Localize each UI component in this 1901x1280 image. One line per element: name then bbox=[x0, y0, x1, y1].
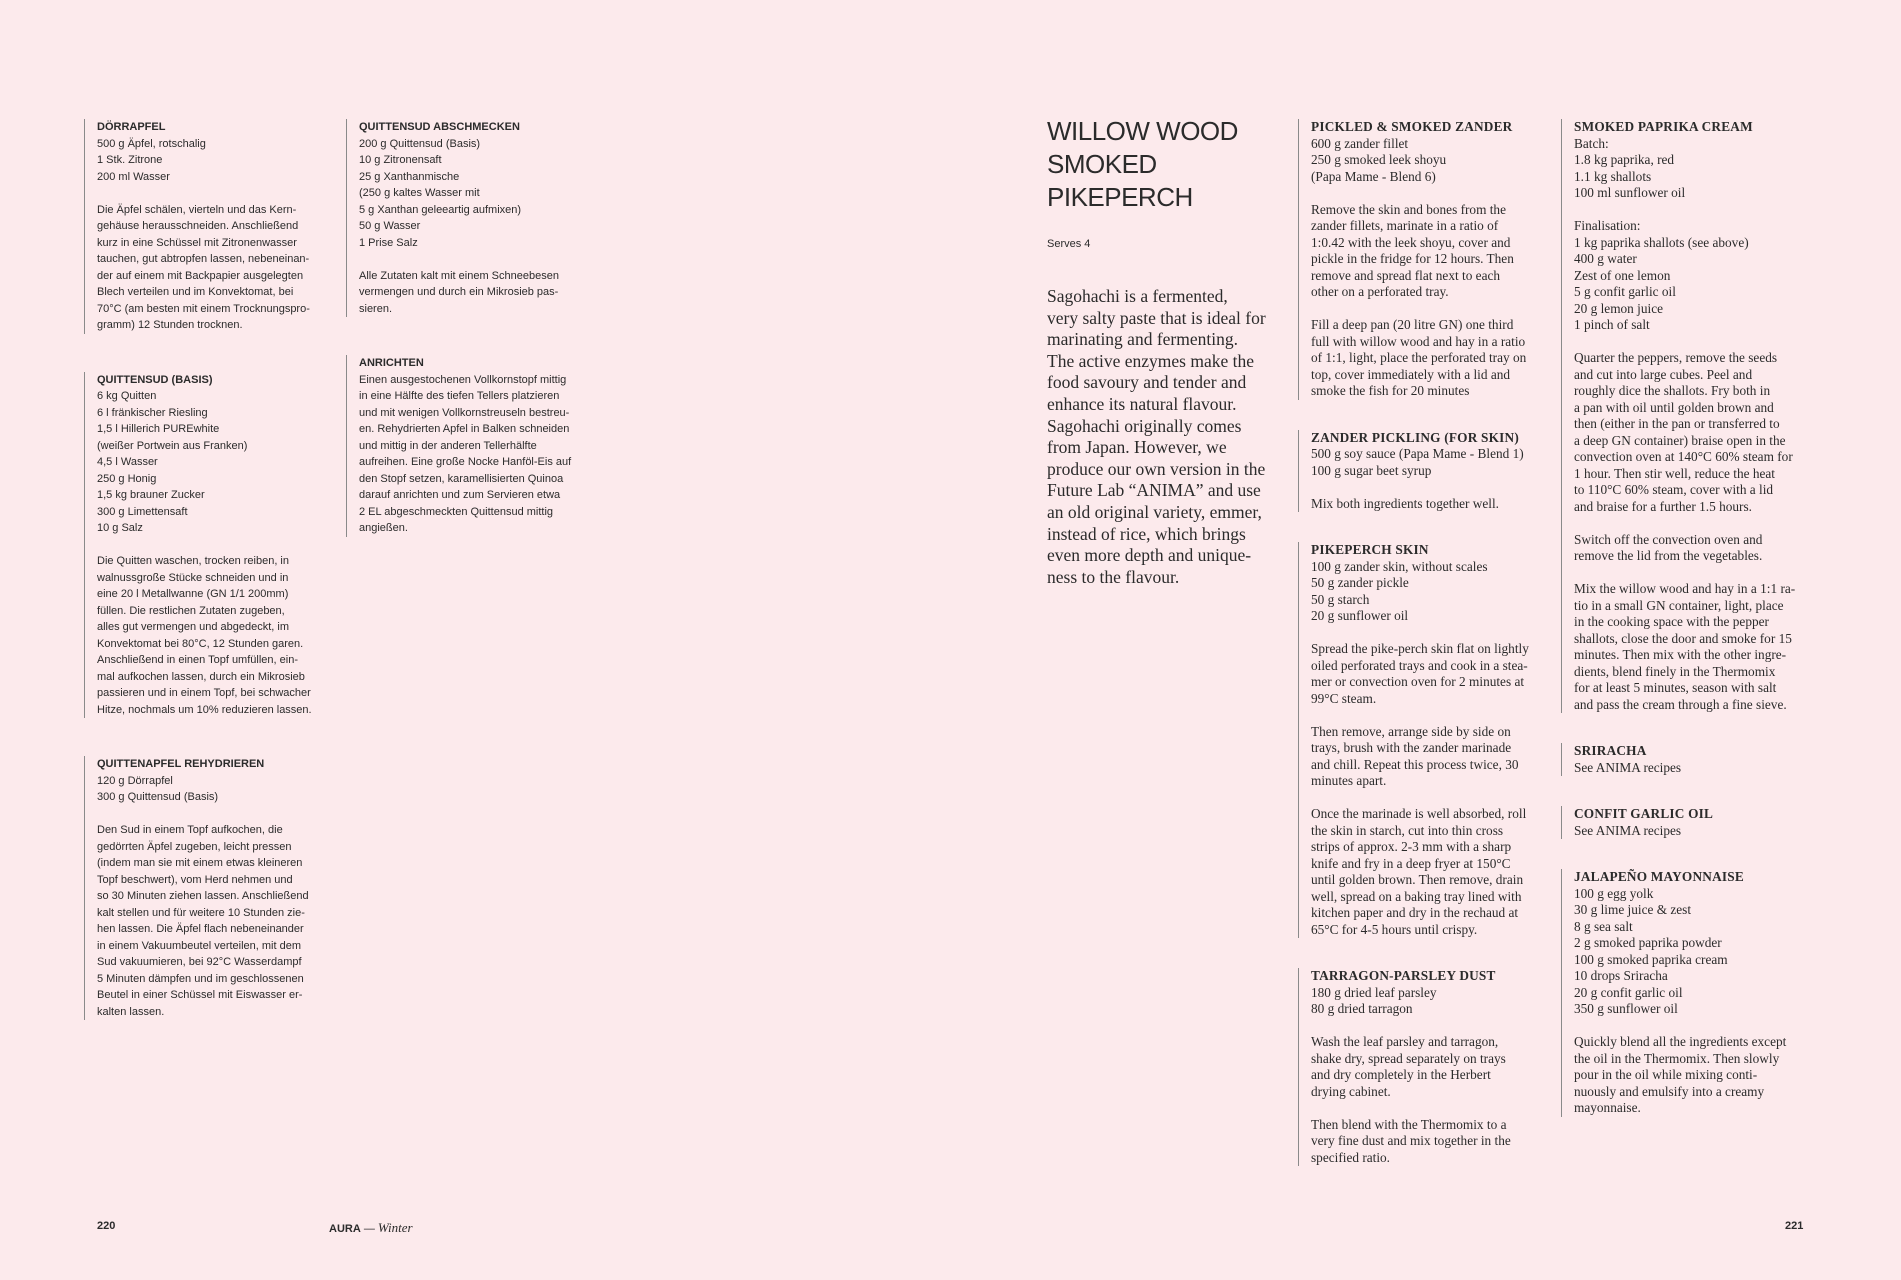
ingredient-line: 1.8 kg paprika, red bbox=[1574, 152, 1675, 167]
method-line: tauchen, gut abtropfen lassen, nebeneinan- bbox=[97, 253, 310, 265]
recipe-block-pickled-smoked-zander bbox=[1298, 119, 1548, 400]
method-line: kitchen paper and dry in the rechaud at bbox=[1311, 905, 1519, 920]
method-line: so 30 Minuten ziehen lassen. Anschließend bbox=[97, 890, 309, 902]
recipe-heading: ANRICHTEN bbox=[359, 357, 424, 369]
method-line: Den Sud in einem Topf aufkochen, die bbox=[97, 824, 283, 836]
recipe-heading: QUITTENSUD ABSCHMECKEN bbox=[359, 121, 520, 133]
method-line: roughly dice the shallots. Fry both in bbox=[1574, 383, 1771, 398]
recipe-heading: QUITTENSUD (BASIS) bbox=[97, 373, 213, 386]
method-line: (indem man sie mit einem etwas kleineren bbox=[97, 857, 303, 869]
method-line: Hitze, nochmals um 10% reduzieren lassen. bbox=[97, 703, 312, 716]
method-line: then (either in the pan or transferred to bbox=[1574, 416, 1780, 431]
page-number-right: 221 bbox=[1785, 1220, 1804, 1232]
method-line: Then remove, arrange side by side on bbox=[1311, 723, 1511, 739]
recipe-heading: CONFIT GARLIC OIL bbox=[1574, 806, 1714, 821]
recipe-block-tarragon-parsley-dust bbox=[1298, 968, 1548, 1166]
method-line: 1:0.42 with the leek shoyu, cover and bbox=[1311, 234, 1511, 250]
method-line: the oil in the Thermomix. Then slowly bbox=[1574, 1050, 1780, 1066]
method-line: gramm) 12 Stunden trocknen. bbox=[97, 319, 243, 331]
method-line: in the cooking space with the pepper bbox=[1574, 614, 1769, 629]
recipe-block-quittenapfel-rehydrieren bbox=[84, 756, 339, 1020]
method-line: kurz in eine Schüssel mit Zitronenwasser bbox=[97, 236, 297, 249]
footer-dash: — bbox=[363, 1223, 375, 1235]
method-line: and cut into large cubes. Peel and bbox=[1574, 366, 1753, 382]
ingredient-line: 100 g smoked paprika cream bbox=[1574, 951, 1728, 967]
method-line: in einem Vakuumbeutel verteilen, mit dem bbox=[97, 939, 302, 952]
ingredient-line: 50 g Wasser bbox=[359, 220, 421, 232]
ingredient-line: 1.1 kg shallots bbox=[1574, 168, 1652, 184]
paragraph-spacer bbox=[97, 185, 339, 202]
recipe-block-smoked-paprika-cream bbox=[1561, 119, 1811, 713]
method-line: kalten lassen. bbox=[97, 1005, 165, 1018]
method-line: shallots, close the door and smoke for 15 bbox=[1574, 630, 1792, 646]
method-line: trays, brush with the zander marinade bbox=[1311, 740, 1512, 755]
ingredient-line: 100 g sugar beet syrup bbox=[1311, 462, 1432, 478]
ingredient-line: 10 drops Sriracha bbox=[1574, 968, 1668, 983]
paragraph-spacer bbox=[1311, 790, 1548, 807]
ingredient-line: 2 EL abgeschmeckten Quittensud mittig bbox=[359, 505, 554, 518]
ingredient-line: 1 Prise Salz bbox=[359, 236, 418, 249]
left-column-2 bbox=[346, 119, 601, 575]
ingredient-line: angießen. bbox=[359, 522, 408, 534]
method-line: Alle Zutaten kalt mit einem Schneebesen bbox=[359, 269, 559, 282]
method-line: gehäuse herausschneiden. Anschließend bbox=[97, 220, 299, 232]
method-line: minutes. Then mix with the other ingre- bbox=[1574, 647, 1787, 662]
ingredient-line: 20 g sunflower oil bbox=[1311, 608, 1409, 623]
ingredient-line: 1,5 l Hillerich PUREwhite bbox=[97, 423, 220, 435]
intro-line: even more depth and unique- bbox=[1047, 545, 1252, 566]
method-line: for at least 5 minutes, season with salt bbox=[1574, 680, 1777, 695]
method-line: Anschließend in einen Topf umfüllen, ein- bbox=[97, 654, 298, 666]
method-line: vermengen und durch ein Mikrosieb pas- bbox=[359, 286, 559, 298]
ingredient-line: 2 g smoked paprika powder bbox=[1574, 935, 1722, 950]
method-line: Wash the leaf parsley and tarragon, bbox=[1311, 1034, 1499, 1049]
ingredient-line: 250 g smoked leek shoyu bbox=[1311, 152, 1447, 167]
method-line: specified ratio. bbox=[1311, 1149, 1391, 1165]
intro-paragraph bbox=[1047, 286, 1287, 588]
ingredient-line: 5 g Xanthan geleeartig aufmixen) bbox=[359, 203, 522, 216]
ingredient-line: und mittig in der anderen Tellerhälfte bbox=[359, 439, 537, 452]
ingredient-line: 100 g egg yolk bbox=[1574, 885, 1654, 901]
method-line: 1 kg paprika shallots (see above) bbox=[1574, 234, 1749, 250]
method-line: a pan with oil until golden brown and bbox=[1574, 399, 1774, 415]
ingredient-line: 10 g Salz bbox=[97, 522, 143, 534]
method-line: Quarter the peppers, remove the seeds bbox=[1574, 350, 1778, 365]
paragraph-spacer bbox=[1574, 1018, 1811, 1035]
method-line: Topf beschwert), vom Herd nehmen und bbox=[97, 873, 293, 886]
method-line: gedörrten Äpfel zugeben, leicht pressen bbox=[97, 840, 292, 853]
method-line: until golden brown. Then remove, drain bbox=[1311, 872, 1524, 887]
recipe-heading: TARRAGON-PARSLEY DUST bbox=[1311, 968, 1496, 983]
method-line: 5 g confit garlic oil bbox=[1574, 284, 1676, 299]
recipe-block-anrichten bbox=[346, 355, 601, 537]
intro-line: Sagohachi is a fermented, bbox=[1047, 286, 1228, 306]
ingredient-line: den Stopf setzen, karamellisierten Quinoa bbox=[359, 472, 564, 485]
ingredient-line: 500 g soy sauce (Papa Mame - Blend 1) bbox=[1311, 446, 1524, 461]
method-line: hen lassen. Die Äpfel flach nebeneinander bbox=[97, 923, 304, 935]
paragraph-spacer bbox=[97, 806, 339, 823]
intro-line: Future Lab “ANIMA” and use bbox=[1047, 480, 1261, 501]
method-line: oiled perforated trays and cook in a stea- bbox=[1311, 657, 1528, 673]
method-line: mal aufkochen lassen, durch ein Mikrosieb bbox=[97, 670, 305, 683]
method-line: shake dry, spread separately on trays bbox=[1311, 1050, 1506, 1066]
recipe-heading: QUITTENAPFEL REHYDRIEREN bbox=[97, 758, 265, 770]
method-line: füllen. Die restlichen Zutaten zugeben, bbox=[97, 604, 285, 617]
paragraph-spacer bbox=[1574, 515, 1811, 532]
recipe-heading: PIKEPERCH SKIN bbox=[1311, 542, 1429, 557]
method-line: to 110°C 60% steam, cover with a lid bbox=[1574, 482, 1774, 497]
method-line: and chill. Repeat this process twice, 30 bbox=[1311, 756, 1519, 772]
method-line: smoke the fish for 20 minutes bbox=[1311, 383, 1470, 398]
method-line: Then blend with the Thermomix to a bbox=[1311, 1116, 1507, 1132]
method-line: 1 pinch of salt bbox=[1574, 317, 1650, 332]
ingredient-line: (weißer Portwein aus Franken) bbox=[97, 439, 248, 452]
method-line: 20 g lemon juice bbox=[1574, 300, 1663, 316]
method-line: Konvektomat bei 80°C, 12 Stunden garen. bbox=[97, 637, 304, 650]
method-line: 5 Minuten dämpfen und im geschlossenen bbox=[97, 972, 304, 985]
method-line: very fine dust and mix together in the bbox=[1311, 1133, 1511, 1148]
method-line: kalt stellen und für weitere 10 Stunden zie- bbox=[97, 906, 305, 919]
recipe-block-pikeperch-skin bbox=[1298, 542, 1548, 938]
ingredient-line: Einen ausgestochenen Vollkornstopf mittig bbox=[359, 373, 567, 386]
intro-line: an old original variety, emmer, bbox=[1047, 501, 1262, 522]
intro-line: ness to the flavour. bbox=[1047, 566, 1180, 587]
paragraph-spacer bbox=[1311, 1100, 1548, 1117]
method-line: Fill a deep pan (20 litre GN) one third bbox=[1311, 317, 1514, 332]
method-line: minutes apart. bbox=[1311, 773, 1387, 788]
ingredient-line: Batch: bbox=[1574, 135, 1609, 151]
method-line: 400 g water bbox=[1574, 251, 1637, 266]
ingredient-line: 1,5 kg brauner Zucker bbox=[97, 489, 205, 501]
serves-label: Serves 4 bbox=[1047, 238, 1091, 250]
ingredient-line: 100 ml sunflower oil bbox=[1574, 185, 1686, 200]
recipe-block-zander-pickling-for-skin bbox=[1298, 430, 1548, 513]
method-line: Mix both ingredients together well. bbox=[1311, 495, 1499, 511]
method-line: the skin in starch, cut into thin cross bbox=[1311, 822, 1504, 838]
method-line: Spread the pike-perch skin flat on lightly bbox=[1311, 641, 1529, 656]
method-line: zander fillets, marinate in a ratio of bbox=[1311, 218, 1499, 233]
ingredient-line: 8 g sea salt bbox=[1574, 918, 1633, 934]
intro-line: produce our own version in the bbox=[1047, 458, 1266, 479]
ingredient-line: en. Rehydrierten Apfel in Balken schneiden bbox=[359, 423, 570, 435]
method-line: full with willow wood and hay in a ratio bbox=[1311, 333, 1526, 349]
article-header bbox=[1047, 115, 1287, 588]
title-line: PIKEPERCH bbox=[1047, 182, 1193, 212]
paragraph-spacer bbox=[1574, 334, 1811, 351]
recipe-heading: SMOKED PAPRIKA CREAM bbox=[1574, 119, 1753, 134]
method-line: remove the lid from the vegetables. bbox=[1574, 548, 1763, 563]
ingredient-line: 250 g Honig bbox=[97, 472, 157, 485]
method-line: passieren und in einem Topf, bei schwacher bbox=[97, 687, 311, 699]
method-line: Quickly blend all the ingredients except bbox=[1574, 1034, 1787, 1049]
intro-line: The active enzymes make the bbox=[1047, 350, 1254, 371]
ingredient-line: 300 g Quittensud (Basis) bbox=[97, 791, 219, 803]
intro-line: food savoury and tender and bbox=[1047, 372, 1247, 393]
method-line: 65°C for 4-5 hours until crispy. bbox=[1311, 921, 1478, 937]
method-line: Beutel in einer Schüssel mit Eiswasser er- bbox=[97, 989, 303, 1001]
page-number-left: 220 bbox=[97, 1220, 116, 1232]
method-line: walnussgroße Stücke schneiden und in bbox=[97, 571, 289, 584]
method-line: eine 20 l Metallwanne (GN 1/1 200mm) bbox=[97, 588, 289, 600]
paragraph-spacer bbox=[97, 537, 339, 554]
ingredient-line: und mit wenigen Vollkornstreuseln bestreu- bbox=[359, 406, 570, 419]
recipe-heading: SRIRACHA bbox=[1574, 743, 1647, 758]
left-column-1 bbox=[84, 119, 339, 1058]
ingredient-line: See ANIMA recipes bbox=[1574, 759, 1682, 775]
method-line: convection oven at 140°C 60% steam for bbox=[1574, 449, 1793, 464]
method-line: 1 hour. Then stir well, reduce the heat bbox=[1574, 465, 1775, 481]
recipe-block-quittensud-basis bbox=[84, 372, 339, 719]
ingredient-line: 80 g dried tarragon bbox=[1311, 1001, 1413, 1016]
footer-brand: AURA bbox=[329, 1223, 361, 1235]
ingredient-line: 180 g dried leaf parsley bbox=[1311, 984, 1437, 1000]
ingredient-line: 100 g zander skin, without scales bbox=[1311, 558, 1488, 574]
right-column-2 bbox=[1561, 119, 1811, 1147]
method-line: Zest of one lemon bbox=[1574, 267, 1671, 283]
ingredient-line: 200 g Quittensud (Basis) bbox=[359, 137, 481, 150]
ingredient-line: 120 g Dörrapfel bbox=[97, 774, 173, 787]
paragraph-spacer bbox=[1311, 625, 1548, 642]
recipe-heading: JALAPEÑO MAYONNAISE bbox=[1574, 869, 1744, 884]
running-footer bbox=[329, 1220, 413, 1236]
ingredient-line: 25 g Xanthanmische bbox=[359, 170, 460, 183]
intro-line: instead of rice, which brings bbox=[1047, 523, 1246, 544]
method-line: nuously and emulsify into a creamy bbox=[1574, 1083, 1765, 1099]
ingredient-line: 20 g confit garlic oil bbox=[1574, 984, 1683, 1000]
method-line: alles gut vermengen und abgedeckt, im bbox=[97, 621, 290, 633]
paragraph-spacer bbox=[1311, 185, 1548, 202]
recipe-block-quittensud-abschmecken bbox=[346, 119, 601, 317]
ingredient-line: 350 g sunflower oil bbox=[1574, 1001, 1678, 1016]
title-line: WILLOW WOOD bbox=[1047, 116, 1238, 146]
ingredient-line: 50 g starch bbox=[1311, 591, 1370, 607]
ingredient-line: (250 g kaltes Wasser mit bbox=[359, 187, 480, 199]
method-line: knife and fry in a deep fryer at 150°C bbox=[1311, 855, 1511, 871]
ingredient-line: 200 ml Wasser bbox=[97, 170, 170, 183]
paragraph-spacer bbox=[1574, 565, 1811, 582]
method-line: remove and spread flat next to each bbox=[1311, 267, 1501, 283]
method-line: tio in a small GN container, light, place bbox=[1574, 597, 1784, 613]
ingredient-line: 4,5 l Wasser bbox=[97, 456, 158, 468]
recipe-heading: PICKLED & SMOKED ZANDER bbox=[1311, 119, 1513, 134]
method-line: Blech verteilen und im Konvektomat, bei bbox=[97, 286, 294, 298]
title-line: SMOKED bbox=[1047, 149, 1157, 179]
ingredient-line: 500 g Äpfel, rotschalig bbox=[97, 137, 206, 150]
method-line: Die Quitten waschen, trocken reiben, in bbox=[97, 555, 289, 567]
method-line: pickle in the fridge for 12 hours. Then bbox=[1311, 251, 1514, 266]
ingredient-line: 6 kg Quitten bbox=[97, 390, 157, 402]
method-line: and pass the cream through a fine sieve. bbox=[1574, 696, 1787, 712]
ingredient-line: aufreihen. Eine große Nocke Hanföl-Eis auf bbox=[359, 456, 572, 468]
method-line: Switch off the convection oven and bbox=[1574, 531, 1763, 547]
method-line: of 1:1, light, place the perforated tray on bbox=[1311, 350, 1527, 365]
ingredient-line: 6 l fränkischer Riesling bbox=[97, 406, 208, 419]
ingredient-line: See ANIMA recipes bbox=[1574, 822, 1682, 838]
method-line: Sud vakuumieren, bei 92°C Wasserdampf bbox=[97, 956, 302, 968]
paragraph-spacer bbox=[1311, 479, 1548, 496]
method-line: 70°C (am besten mit einem Trocknungspro- bbox=[97, 302, 310, 315]
intro-line: enhance its natural flavour. bbox=[1047, 393, 1237, 414]
method-line: Once the marinade is well absorbed, roll bbox=[1311, 806, 1527, 821]
method-line: 99°C steam. bbox=[1311, 690, 1377, 706]
method-line: der auf einem mit Backpapier ausgelegten bbox=[97, 269, 304, 282]
recipe-block-sriracha bbox=[1561, 743, 1811, 776]
method-line: top, cover immediately with a lid and bbox=[1311, 366, 1511, 382]
article-title bbox=[1047, 115, 1287, 214]
paragraph-spacer bbox=[359, 251, 601, 268]
intro-line: very salty paste that is ideal for bbox=[1047, 307, 1266, 328]
method-line: Remove the skin and bones from the bbox=[1311, 201, 1506, 217]
method-line: a deep GN container) braise open in the bbox=[1574, 432, 1786, 448]
method-line: well, spread on a baking tray lined with bbox=[1311, 888, 1522, 904]
paragraph-spacer bbox=[1311, 707, 1548, 724]
ingredient-line: 10 g Zitronensaft bbox=[359, 154, 442, 166]
recipe-block-d-rrapfel bbox=[84, 119, 339, 334]
method-line: mayonnaise. bbox=[1574, 1100, 1641, 1115]
paragraph-spacer bbox=[1311, 1018, 1548, 1035]
recipe-block-confit-garlic-oil bbox=[1561, 806, 1811, 839]
recipe-heading: ZANDER PICKLING (FOR SKIN) bbox=[1311, 429, 1519, 445]
ingredient-line: darauf anrichten und zum Servieren etwa bbox=[359, 489, 561, 501]
method-line: mer or convection oven for 2 minutes at bbox=[1311, 674, 1525, 689]
ingredient-line: 50 g zander pickle bbox=[1311, 575, 1409, 590]
method-line: Finalisation: bbox=[1574, 218, 1641, 233]
method-line: Die Äpfel schälen, vierteln und das Kern- bbox=[97, 203, 297, 216]
method-line: strips of approx. 2-3 mm with a sharp bbox=[1311, 839, 1512, 854]
method-line: Mix the willow wood and hay in a 1:1 ra- bbox=[1574, 581, 1796, 596]
method-line: drying cabinet. bbox=[1311, 1083, 1391, 1099]
method-line: dients, blend finely in the Thermomix bbox=[1574, 663, 1776, 679]
ingredient-line: (Papa Mame - Blend 6) bbox=[1311, 168, 1436, 184]
method-line: and dry completely in the Herbert bbox=[1311, 1067, 1491, 1082]
ingredient-line: 1 Stk. Zitrone bbox=[97, 154, 163, 166]
method-line: sieren. bbox=[359, 302, 393, 315]
paragraph-spacer bbox=[1311, 301, 1548, 318]
method-line: pour in the oil while mixing conti- bbox=[1574, 1067, 1758, 1082]
ingredient-line: 30 g lime juice & zest bbox=[1574, 902, 1692, 917]
intro-line: from Japan. However, we bbox=[1047, 437, 1227, 458]
recipe-block-jalape-o-mayonnaise bbox=[1561, 869, 1811, 1117]
right-column-1 bbox=[1298, 119, 1548, 1196]
intro-line: Sagohachi originally comes bbox=[1047, 415, 1242, 436]
ingredient-line: in eine Hälfte des tiefen Tellers platzieren bbox=[359, 390, 560, 402]
method-line: other on a perforated tray. bbox=[1311, 284, 1449, 299]
method-line: and braise for a further 1.5 hours. bbox=[1574, 498, 1752, 514]
intro-line: marinating and fermenting. bbox=[1047, 329, 1238, 350]
recipe-heading: DÖRRAPFEL bbox=[97, 121, 166, 133]
paragraph-spacer bbox=[1574, 202, 1811, 219]
ingredient-line: 300 g Limettensaft bbox=[97, 505, 188, 518]
ingredient-line: 600 g zander fillet bbox=[1311, 135, 1409, 151]
footer-season: Winter bbox=[377, 1220, 413, 1235]
